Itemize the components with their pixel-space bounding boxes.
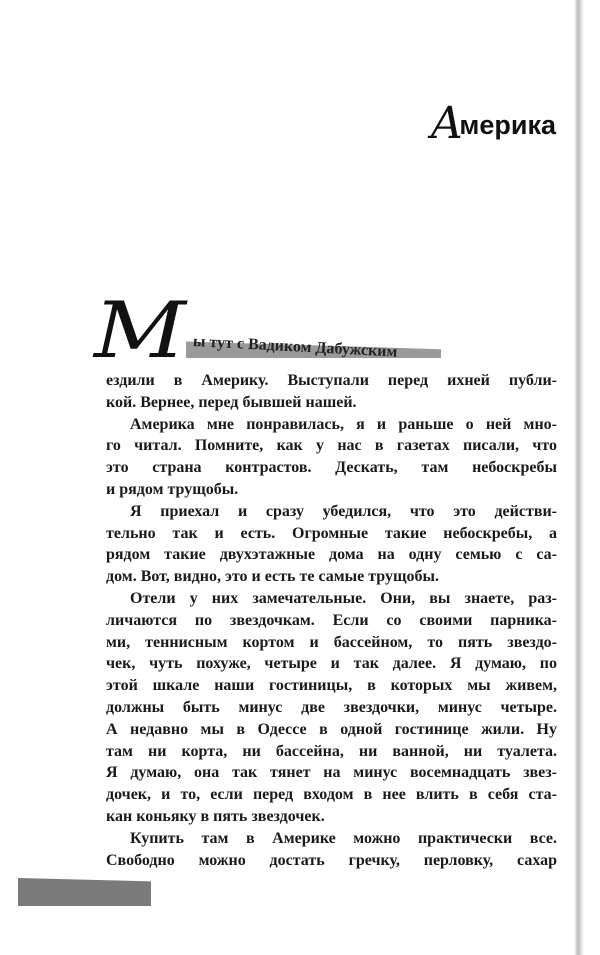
text-line: там ни корта, ни бассейна, ни ванной, ни туалета. [106, 742, 557, 760]
text-line: А недавно мы в Одессе в одной гостинице жили. Ну [106, 720, 557, 738]
text-line: это страна контрастов. Дескать, там небоскребы [106, 459, 557, 477]
text-line: чек, чуть похуже, четыре и так далее. Я думаю, по [106, 655, 557, 673]
text-line: должны быть минус две звездочки, минус четыре. [106, 698, 557, 716]
footer-bar [18, 878, 151, 906]
text-line: рядом такие двухэтажные дома на одну семью с са- [106, 546, 557, 564]
page-edge-shadow [574, 0, 584, 955]
text-line: дом. Вот, видно, это и есть те самые трущобы. [106, 568, 439, 586]
text-line: и рядом трущобы. [106, 480, 239, 498]
text-line: го читал. Помните, как у нас в газетах писали, что [106, 437, 557, 455]
chapter-title [430, 98, 556, 149]
text-line: ездили в Америку. Выступали перед ихней публи- [106, 372, 557, 389]
drop-cap: М [94, 286, 186, 376]
text-line: кан коньяку в пять звездочек. [106, 807, 325, 825]
text-line: Я приехал и сразу убедился, что это действи- [130, 502, 557, 520]
text-line: этой шкале наши гостиницы, в которых мы живем, [106, 677, 557, 695]
text-line: Америка мне понравилась, я и раньше о ней мно- [130, 415, 557, 433]
text-line: дочек, и то, если перед входом в нее влить в себя ста- [106, 786, 557, 804]
text-line: Свободно можно достать гречку, перловку, сахар [106, 851, 557, 869]
lead-banner-text: ы тут с Вадиком Дабужским [192, 333, 398, 361]
body-text [106, 370, 557, 871]
text-line: кой. Вернее, перед бывшей нашей. [106, 393, 357, 411]
chapter-title-initial: А [430, 98, 464, 149]
text-line: Я думаю, она так тянет на минус восемнадцать звез- [106, 764, 557, 782]
text-line: тельно так и есть. Огромные такие небоскребы, а [106, 524, 557, 542]
chapter-title-rest: мерика [459, 110, 556, 140]
text-line: личаются по звездочкам. Если со своими парника- [106, 611, 557, 629]
text-line: ми, теннисным кортом и бассейном, то пять звездо- [106, 633, 557, 651]
text-line: Отели у них замечательные. Они, вы знаете, раз- [130, 589, 557, 607]
text-line: Купить там в Америке можно практически все. [130, 829, 557, 847]
